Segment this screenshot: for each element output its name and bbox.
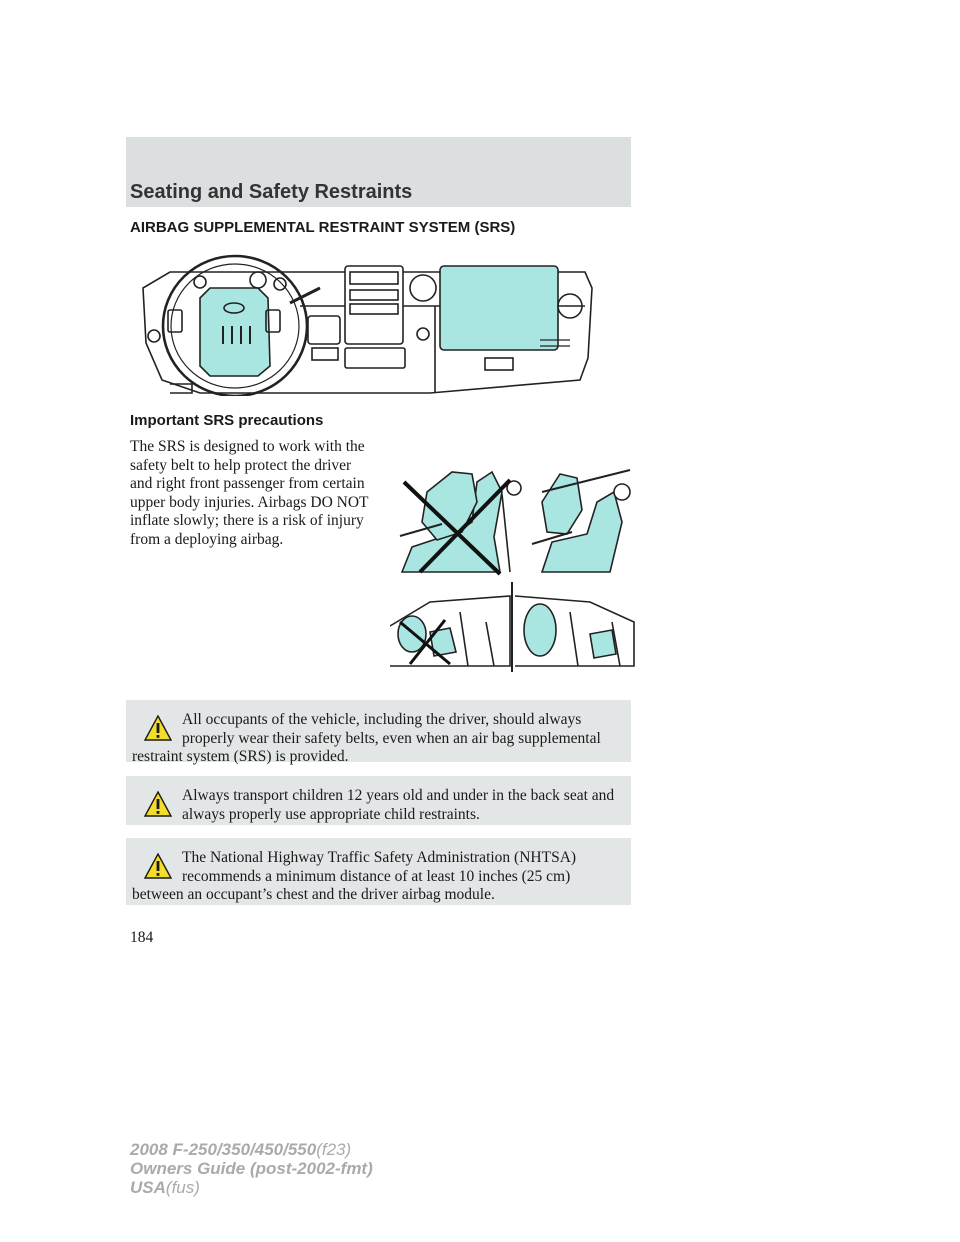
warning-text-2: Always transport children 12 years old and under in the back seat and always properly use appropriate child restraints.: [182, 787, 615, 823]
dashboard-illustration: [140, 248, 600, 396]
chapter-title: Seating and Safety Restraints: [130, 181, 413, 203]
subsection-body: The SRS is designed to work with the safety belt to help protect the driver and right front passenger from certain upper body injuries. Airbags DO NOT inflate slowly; there is a risk of injury from a deploying airbag.: [130, 438, 369, 548]
warning-triangle-icon: [144, 791, 172, 817]
warning-text-1: All occupants of the vehicle, including the driver, should always properly wear their safety belts, even when an air bag supplemental restraint system (SRS) is provided.: [132, 711, 601, 765]
page-number: 184: [130, 929, 154, 946]
warning-box-2: [126, 776, 631, 825]
occupant-position-illustration: [382, 462, 638, 580]
warning-box-1: [126, 700, 631, 765]
footer-model-code: (f23): [316, 1140, 352, 1159]
footer-market: USA: [130, 1178, 166, 1197]
warning-triangle-icon: [144, 715, 172, 741]
warning-triangle-icon: [144, 853, 172, 879]
warning-box-3: [126, 838, 631, 905]
footer-guide: Owners Guide (post-2002-fmt): [130, 1159, 373, 1178]
document-footer: [130, 1140, 373, 1197]
warning-text-3: The National Highway Traffic Safety Administration (NHTSA) recommends a minimum distance of at least 10 inches (25 cm) between an occupant’s chest and the driver airbag module.: [132, 849, 577, 903]
section-heading: AIRBAG SUPPLEMENTAL RESTRAINT SYSTEM (SRS): [130, 219, 516, 236]
footer-market-code: (fus): [165, 1178, 200, 1197]
subsection-heading: Important SRS precautions: [130, 412, 324, 429]
child-seat-illustration: [390, 582, 636, 672]
section-header-band: [126, 137, 631, 207]
footer-model: 2008 F-250/350/450/550: [130, 1140, 317, 1159]
